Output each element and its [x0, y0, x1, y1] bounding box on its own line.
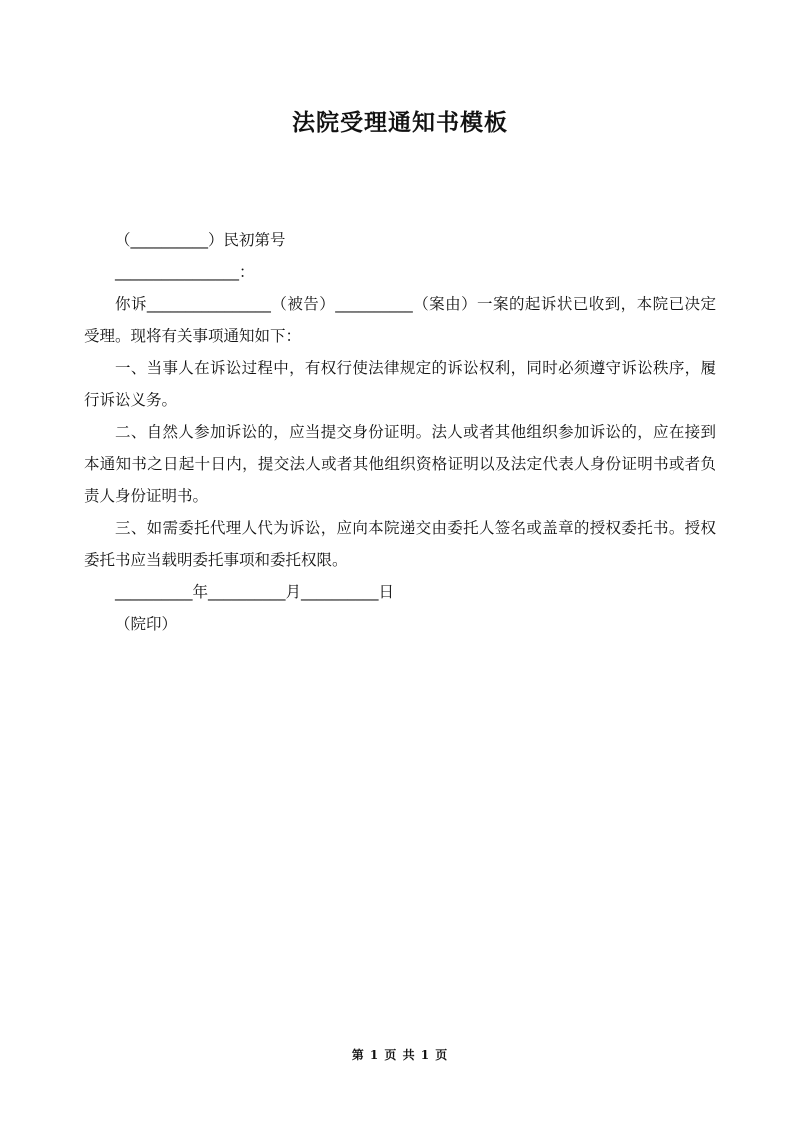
date-line: __________年__________月__________日 — [115, 583, 395, 601]
notice-item-3: 三、如需委托代理人代为诉讼，应向本院递交由委托人签名或盖章的授权委托书。授权委托书应当载明委托事项和委托权限。 — [84, 519, 716, 569]
addressee-line: ________________： — [115, 263, 255, 281]
seal-line: （院印） — [115, 615, 178, 633]
document-body — [84, 224, 716, 640]
page-footer: 第 1 页 共 1 页 — [351, 1048, 449, 1062]
document-title: 法院受理通知书模板 — [292, 110, 508, 136]
intro-paragraph: 你诉________________（被告）__________（案由）一案的起诉状已收到，本院已决定受理。现将有关事项通知如下： — [84, 295, 716, 345]
notice-item-1: 一、当事人在诉讼过程中，有权行使法律规定的诉讼权利，同时必须遵守诉讼秩序，履行诉讼义务。 — [84, 359, 716, 409]
notice-item-2: 二、自然人参加诉讼的，应当提交身份证明。法人或者其他组织参加诉讼的，应在接到本通知书之日起十日内，提交法人或者其他组织资格证明以及法定代表人身份证明书或者负责人身份证明书。 — [84, 423, 716, 505]
case-number-line: （__________）民初第号 — [115, 231, 286, 249]
